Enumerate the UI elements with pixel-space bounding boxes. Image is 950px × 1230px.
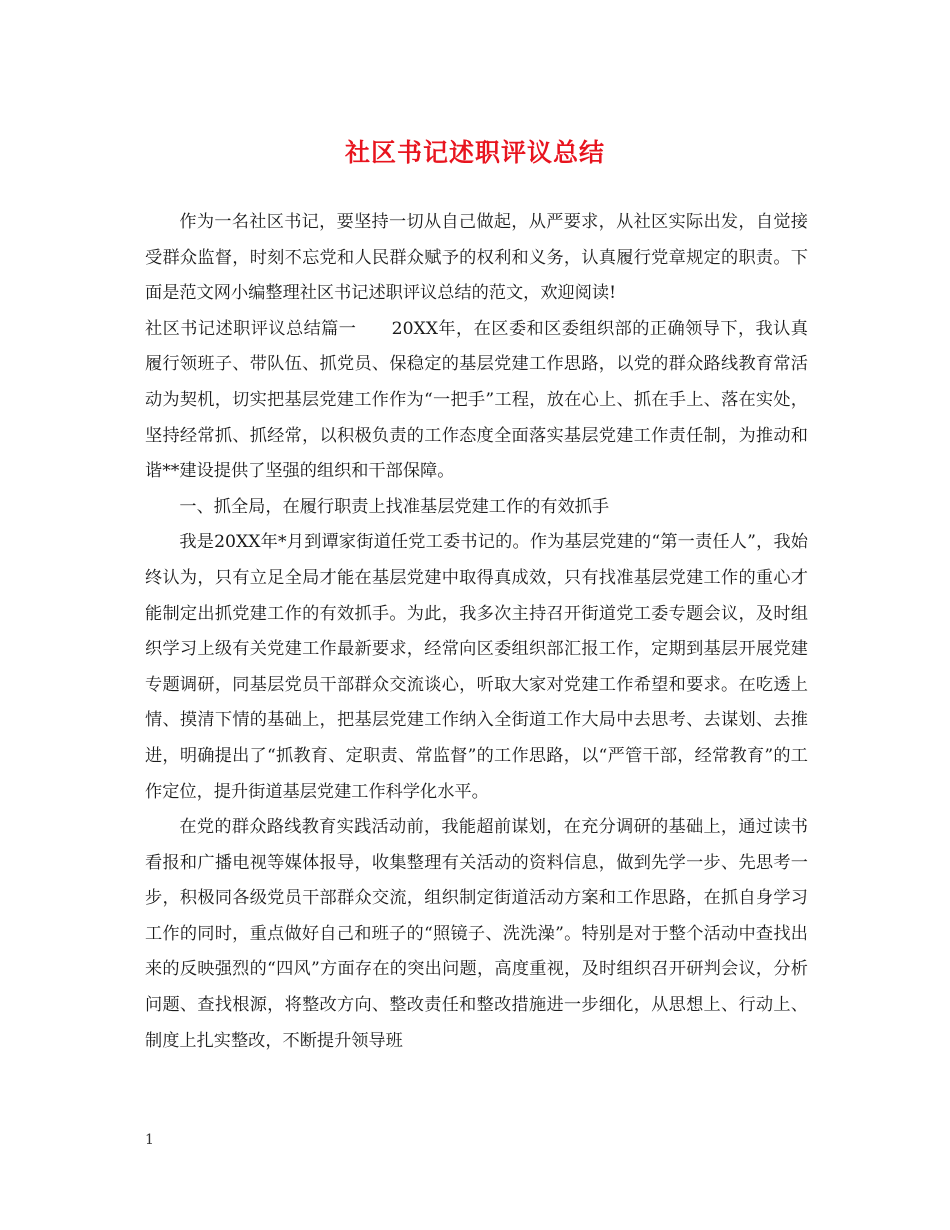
section-one-paragraph: 社区书记述职评议总结篇一 20XX年，在区委和区委组织部的正确领导下，我认真履行领班子、带队伍、抓党员、保稳定的基层党建工作思路，以党的群众路线教育常活动为契机，切实把基层党建工作作为“一把手”工程，放在心上、抓在手上、落在实处，坚持经常抓、抓经常，以积极负责的工作态度全面落实基层党建工作责任制，为推动和谐**建设提供了坚强的组织和干部保障。 — [145, 318, 808, 482]
subheading-paragraph: 一、抓全局，在履行职责上找准基层党建工作的有效抓手 — [179, 496, 610, 517]
intro-paragraph: 作为一名社区书记，要坚持一切从自己做起，从严要求，从社区实际出发，自觉接受群众监督，时刻不忘党和人民群众赋予的权利和义务，认真履行党章规定的职责。下面是范文网小编整理社区书记述职评议总结的范文，欢迎阅读! — [145, 212, 808, 304]
body-paragraph: 我是20XX年*月到谭家街道任党工委书记的。作为基层党建的“第一责任人”，我始终认为，只有立足全局才能在基层党建中取得真成效，只有找准基层党建工作的重心才能制定出抓党建工作的有效抓手。为此，我多次主持召开街道党工委专题会议，及时组织学习上级有关党建工作最新要求，经常向区委组织部汇报工作，定期到基层开展党建专题调研，同基层党员干部群众交流谈心，听取大家对党建工作希望和要求。在吃透上情、摸清下情的基础上，把基层党建工作纳入全街道工作大局中去思考、去谋划、去推进，明确提出了“抓教育、定职责、常监督”的工作思路，以“严管干部，经常教育”的工作定位，提升街道基层党建工作科学化水平。 — [145, 532, 808, 802]
page-number: 1 — [145, 1132, 154, 1148]
body-paragraph: 在党的群众路线教育实践活动前，我能超前谋划，在充分调研的基础上，通过读书看报和广播电视等媒体报导，收集整理有关活动的资料信息，做到先学一步、先思考一步，积极同各级党员干部群众交流，组织制定街道活动方案和工作思路，在抓自身学习工作的同时，重点做好自己和班子的“照镜子、洗洗澡”。特别是对于整个活动中查找出来的反映强烈的“四风”方面存在的突出问题，高度重视，及时组织召开研判会议，分析问题、查找根源，将整改方向、整改责任和整改措施进一步细化，从思想上、行动上、制度上扎实整改，不断提升领导班 — [145, 817, 808, 1051]
document-body — [145, 205, 808, 1059]
document-title: 社区书记述职评议总结 — [344, 138, 605, 167]
